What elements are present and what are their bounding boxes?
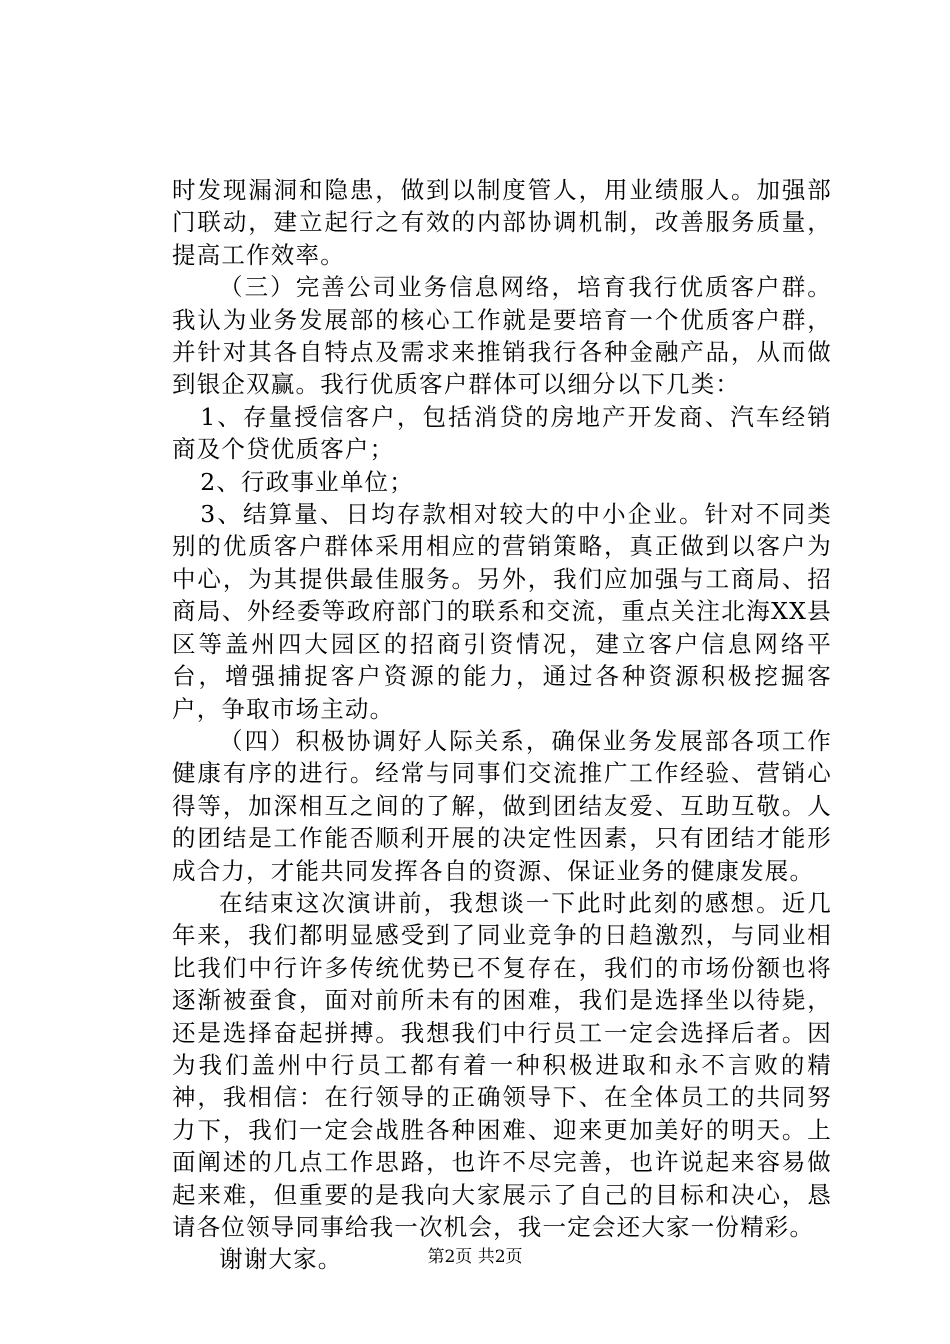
paragraph-section-four: （四）积极协调好人际关系，确保业务发展部各项工作健康有序的进行。经常与同事们交流推广工作经验、营销心得等，加深相互之间的了解，做到团结友爱、互助互敬。人的团结是工作能否顺利开展的决定性因素，只有团结才能形成合力，才能共同发挥各自的资源、保证业务的健康发展。 — [172, 726, 832, 885]
document-body — [172, 174, 832, 1276]
paragraph-thanks: 谢谢大家。 — [219, 1245, 343, 1274]
paragraph-continuation: 时发现漏洞和隐患，做到以制度管人，用业绩服人。加强部门联动，建立起行之有效的内部协调机制，改善服务质量，提高工作效率。 — [172, 176, 832, 269]
page-number-footer: 第2页 共2页 — [427, 1247, 523, 1267]
paragraph-section-three: （三）完善公司业务信息网络，培育我行优质客户群。我认为业务发展部的核心工作就是要培育一个优质客户群，并针对其各自特点及需求来推销我行各种金融产品，从而做到银企双赢。我行优质客户群体可以细分以下几类： — [172, 273, 832, 399]
paragraph-list-item-1: 1、存量授信客户，包括消贷的房地产开发商、汽车经销商及个贷优质客户； — [172, 402, 832, 464]
paragraph-list-item-2: 2、行政事业单位； — [200, 467, 414, 496]
paragraph-list-item-3: 3、结算量、日均存款相对较大的中小企业。针对不同类别的优质客户群体采用相应的营销策略，真正做到以客户为中心，为其提供最佳服务。另外，我们应加强与工商局、招商局、外经委等政府部门的联系和交流，重点关注北海XX县区等盖州四大园区的招商引资情况，建立客户信息网络平台，增强捕捉客户资源的能力，通过各种资源积极挖掘客户，争取市场主动。 — [172, 500, 832, 723]
paragraph-closing-remarks: 在结束这次演讲前，我想谈一下此时此刻的感想。近几年来，我们都明显感受到了同业竞争的日趋激烈，与同业相比我们中行许多传统优势已不复存在，我们的市场份额也将逐渐被蚕食，面对前所未有的困难，我们是选择坐以待毙，还是选择奋起拼搏。我想我们中行员工一定会选择后者。因为我们盖州中行员工都有着一种积极进取和永不言败的精神，我相信：在行领导的正确领导下、在全体员工的共同努力下，我们一定会战胜各种困难、迎来更加美好的明天。上面阐述的几点工作思路，也许不尽完善，也许说起来容易做起来难，但重要的是我向大家展示了自己的目标和决心，恳请各位领导同事给我一次机会，我一定会还大家一份精彩。 — [172, 888, 832, 1241]
